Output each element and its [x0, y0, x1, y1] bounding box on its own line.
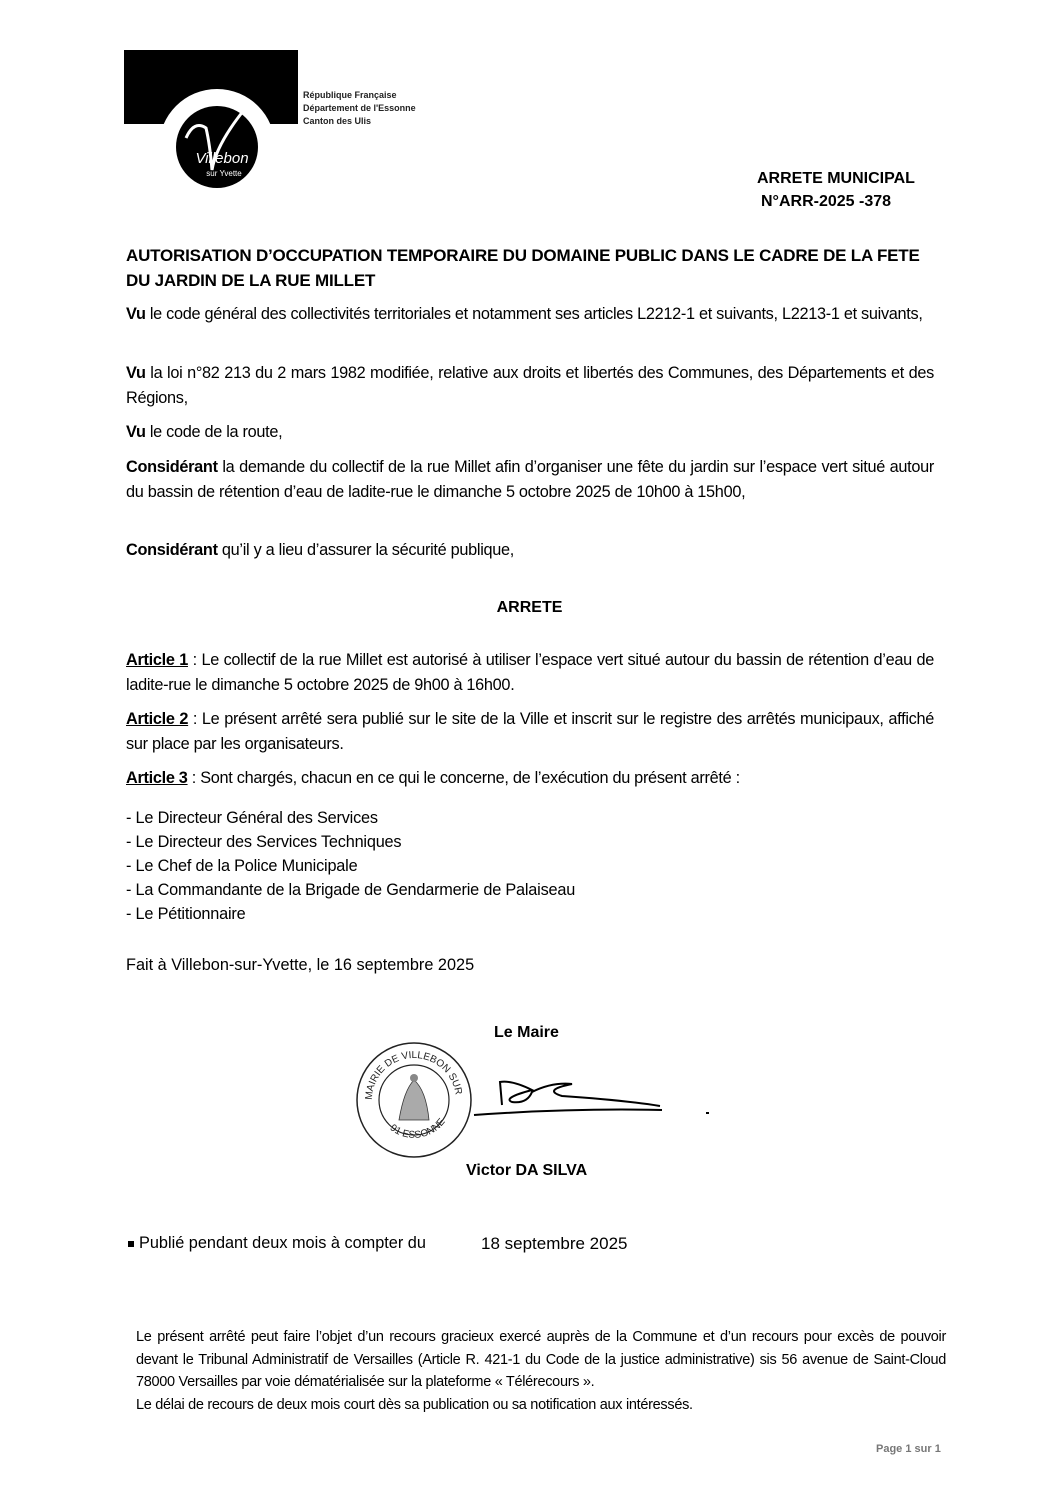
bullet-square-icon: [128, 1241, 134, 1247]
administrative-header: [303, 89, 416, 128]
preamble-lead: Vu: [126, 305, 146, 323]
preamble-item: [126, 455, 934, 505]
arrete-number: N°ARR-2025 -378: [761, 193, 892, 210]
list-item: - Le Directeur Général des Services: [126, 806, 575, 830]
publication-notice: [128, 1234, 426, 1253]
signatory-name: Victor DA SILVA: [466, 1162, 588, 1179]
arrete-type: ARRETE MUNICIPAL: [757, 170, 915, 187]
article-text: : Le collectif de la rue Millet est autorisé à utiliser l’espace vert situé autour du bassin de rétention d’eau de ladite-rue le dimanche 5 octobre 2025 de 9h00 à 16h00.: [126, 651, 934, 694]
legal-footer: [136, 1326, 946, 1416]
header-line: Département de l'Essonne: [303, 103, 416, 113]
preamble-item: [126, 420, 934, 445]
preamble-text: qu’il y a lieu d’assurer la sécurité publique,: [217, 541, 515, 559]
delay-notice: Le délai de recours de deux mois court dès sa publication ou sa notification aux intéressés.: [136, 1396, 693, 1413]
article-label: Article 2: [126, 710, 189, 728]
list-item: - Le Directeur des Services Techniques: [126, 830, 575, 854]
arrete-reference: [757, 167, 915, 213]
preamble-text: le code général des collectivités territoriales et notamment ses articles L2212-1 et suivants, L2213-1 et suivants,: [145, 305, 923, 323]
preamble-text: le code de la route,: [145, 423, 283, 441]
preamble-lead: Considérant: [126, 541, 218, 559]
preamble-item: [126, 538, 934, 563]
preamble-text: la demande du collectif de la rue Millet afin d’organiser une fête du jardin sur l’espace vert situé autour du bassin de rétention d’eau de ladite-rue le dimanche 5 octobre 2025 de 10h00 à 15h00,: [126, 458, 934, 501]
header-line: Canton des Ulis: [303, 116, 372, 126]
preamble-lead: Vu: [126, 423, 146, 441]
preamble-item: [126, 361, 934, 411]
preamble-item: [126, 302, 934, 327]
done-at: Fait à Villebon-sur-Yvette, le 16 septembre 2025: [126, 956, 475, 974]
preamble-lead: Considérant: [126, 458, 218, 476]
logo-subname: sur Yvette: [206, 169, 242, 178]
header-line: République Française: [303, 90, 397, 100]
preamble-text: la loi n°82 213 du 2 mars 1982 modifiée, relative aux droits et libertés des Communes, des Départements et des Régions,: [126, 364, 934, 407]
decision-title: ARRETE: [496, 599, 563, 616]
publication-date: 18 septembre 2025: [481, 1234, 628, 1253]
logo-name: Villebon: [195, 150, 249, 167]
article-label: Article 3: [126, 769, 188, 787]
article: [126, 766, 934, 791]
article-text: : Sont chargés, chacun en ce qui le concerne, de l’exécution du présent arrêté :: [187, 769, 740, 787]
recourse-notice: Le présent arrêté peut faire l’objet d’un recours gracieux exercé auprès de la Commune et d’un recours pour excès de pouvoir devant le Tribunal Administratif de Versailles (Article R. 421-1 du Code de la justice administrative) sis 56 avenue de Saint-Cloud 78000 Versailles par voie dématérialisée sur la plateforme « Télérecours ».: [136, 1329, 946, 1390]
article-text: : Le présent arrêté sera publié sur le site de la Ville et inscrit sur le registre des arrêtés municipaux, affiché sur place par les organisateurs.: [126, 710, 934, 753]
article-label: Article 1: [126, 651, 188, 669]
seal-bottom-text: 91 ESSONNE: [387, 1116, 448, 1141]
list-item: - Le Pétitionnaire: [126, 902, 575, 926]
signatory-title: Le Maire: [494, 1024, 559, 1041]
article: [126, 707, 934, 757]
villebon-logo: [124, 50, 298, 200]
page-number: Page 1 sur 1: [876, 1443, 941, 1455]
official-seal: [354, 1040, 474, 1160]
document-title: AUTORISATION D’OCCUPATION TEMPORAIRE DU DOMAINE PUBLIC DANS LE CADRE DE LA FETE DU JARDIN DE LA RUE MILLET: [126, 246, 920, 290]
publication-label: Publié pendant deux mois à compter du: [139, 1234, 426, 1252]
list-item: - La Commandante de la Brigade de Gendarmerie de Palaiseau: [126, 878, 575, 902]
mayor-signature: [472, 1070, 722, 1120]
seal-top-text: MAIRIE DE VILLEBON SUR: [363, 1049, 464, 1101]
list-item: - Le Chef de la Police Municipale: [126, 854, 575, 878]
responsibles-list: [126, 806, 575, 926]
article: [126, 648, 934, 698]
preamble-lead: Vu: [126, 364, 146, 382]
